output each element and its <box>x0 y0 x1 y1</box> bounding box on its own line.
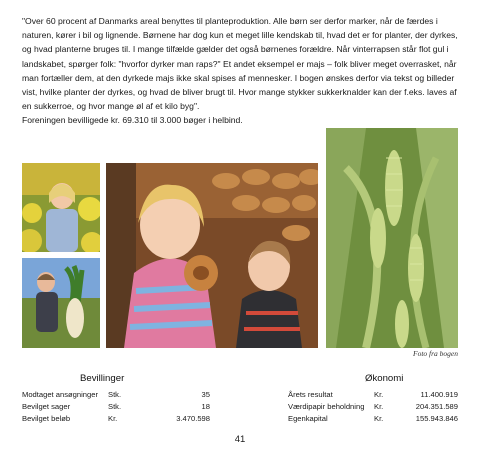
grants-label: Bevilget beløb <box>22 413 71 423</box>
photo-wheat <box>326 128 458 348</box>
economy-unit: Kr. <box>374 401 384 411</box>
grants-value: 35 <box>201 390 210 399</box>
economy-value: 155.943.846 <box>415 413 458 423</box>
economy-title: Økonomi <box>365 373 404 384</box>
grants-unit: Stk. <box>108 401 122 411</box>
economy-row <box>288 401 458 413</box>
economy-value: 11.400.919 <box>420 390 458 399</box>
economy-unit: Kr. <box>374 390 384 399</box>
economy-unit: Kr. <box>374 413 384 423</box>
intro-paragraph: "Over 60 procent af Danmarks areal benyttes til planteproduktion. Alle børn ser derfor marker, når de færdes i naturen, kører i bil og lignende. Børnene har dog kun et meget lille kendskab til, hvad det er for planter, der dyrkes, og hvad planterne bruges til. I mange tilfælde gælder det også børnenes forældre. Når vinterrapsen står flot gul i landskabet, spørger folk: "hvorfor dyrker man raps?" Et andet eksempel er majs – folk bliver meget overrasket, når man fortæller dem, at den dyrkede majs ikke skal spises af mennesker. I bogen ønskes derfor via tekst og billeder vist, hvilke planter der dyrkes, og hvad de bliver brugt til. Hvor mange stykker sukkerknalder kan der f.eks. laves af en sukkerroe, og hvor mange øl af et kilo byg". <box>22 16 458 112</box>
intro-text <box>22 14 462 128</box>
grants-row <box>22 401 210 413</box>
grant-line: Foreningen bevilligede kr. 69.310 til 3.000 bøger i helbind. <box>22 115 243 126</box>
photo-girl-rapeseed <box>22 163 100 252</box>
economy-label: Værdipapir beholdning <box>288 401 365 411</box>
economy-label: Egenkapital <box>288 413 328 423</box>
grants-label: Modtaget ansøgninger <box>22 390 98 399</box>
grants-unit: Kr. <box>108 413 118 423</box>
grants-table <box>22 389 210 424</box>
economy-value: 204.351.589 <box>415 401 458 411</box>
economy-row <box>288 413 458 425</box>
grants-row <box>22 413 210 425</box>
economy-row <box>288 389 458 401</box>
grants-row <box>22 389 210 401</box>
economy-table <box>288 389 458 424</box>
page-number: 41 <box>234 434 246 445</box>
grants-unit: Stk. <box>108 390 122 399</box>
economy-label: Årets resultat <box>288 390 333 399</box>
photo-children-bread <box>106 163 318 348</box>
grants-value: 3.470.598 <box>176 413 210 423</box>
grants-label: Bevilget sager <box>22 401 71 411</box>
grants-title: Bevillinger <box>80 373 125 384</box>
photo-caption: Foto fra bogen <box>413 349 458 358</box>
photo-boy-beet <box>22 258 100 348</box>
grants-value: 18 <box>201 401 210 411</box>
